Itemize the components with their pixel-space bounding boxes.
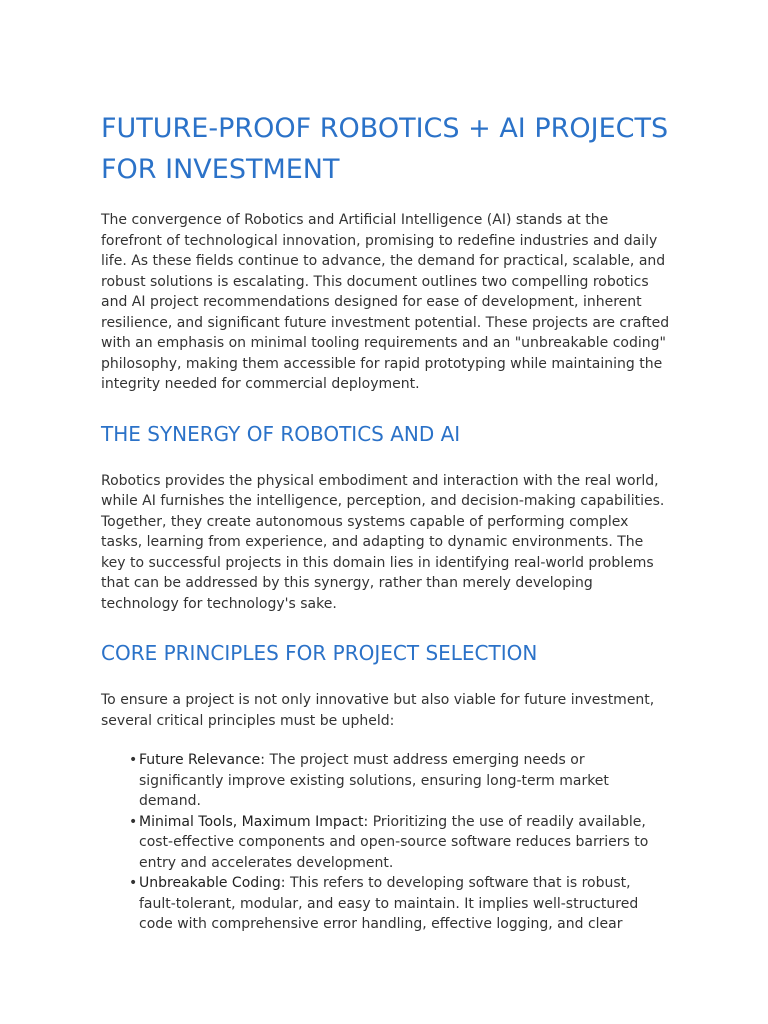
bullet-marker: • [129, 875, 138, 891]
list-item-text: The project must address emerging needs or significantly improve existing solutions, ensuring long-term market demand. [139, 752, 609, 809]
list-item-term: Minimal Tools, Maximum Impact: [139, 813, 369, 830]
bullet-marker: • [129, 813, 138, 830]
core-principles-heading: CORE PRINCIPLES FOR PROJECT SELECTION [101, 641, 538, 665]
principles-list [101, 750, 671, 935]
list-item [129, 750, 671, 812]
list-item-term: Future Relevance: [139, 752, 266, 768]
synergy-paragraph: Robotics provides the physical embodiment and interaction with the real world, while AI furnishes the intelligence, perception, and decision-making capabilities. Together, they create autonomous systems capable of performing complex tasks, learning from experience, and adapting to dynamic environments. The key to successful projects in this domain lies in identifying real-world problems that can be addressed by this synergy, rather than merely developing technology for technology's sake. [101, 472, 665, 612]
intro-paragraph: The convergence of Robotics and Artificial Intelligence (AI) stands at the forefront of technological innovation, promising to redefine industries and daily life. As these fields continue to advance, the demand for practical, scalable, and robust solutions is escalating. This document outlines two compelling robotics and AI project recommendations designed for ease of development, inherent resilience, and significant future investment potential. These projects are crafted with an emphasis on minimal tooling requirements and an "unbreakable coding" philosophy, making them accessible for rapid prototyping while maintaining the integrity needed for commercial deployment. [101, 212, 670, 392]
core-principles-paragraph: To ensure a project is not only innovative but also viable for future investment, several critical principles must be upheld: [101, 692, 655, 729]
list-item [129, 812, 671, 874]
document-title: FUTURE-PROOF ROBOTICS + AI PROJECTS FOR INVESTMENT [101, 113, 669, 185]
document-page [101, 108, 671, 935]
list-item [129, 873, 671, 935]
bullet-marker: • [129, 752, 138, 768]
list-item-text: Prioritizing the use of readily available, cost-effective components and open-source software reduces barriers to entry and accelerates development. [139, 813, 649, 871]
list-item-text: This refers to developing software that is robust, fault-tolerant, modular, and easy to maintain. It implies well-structured code with comprehensive error handling, effective logging, and clear [139, 875, 639, 932]
list-item-term: Unbreakable Coding: [139, 875, 286, 891]
synergy-heading: THE SYNERGY OF ROBOTICS AND AI [101, 421, 461, 446]
